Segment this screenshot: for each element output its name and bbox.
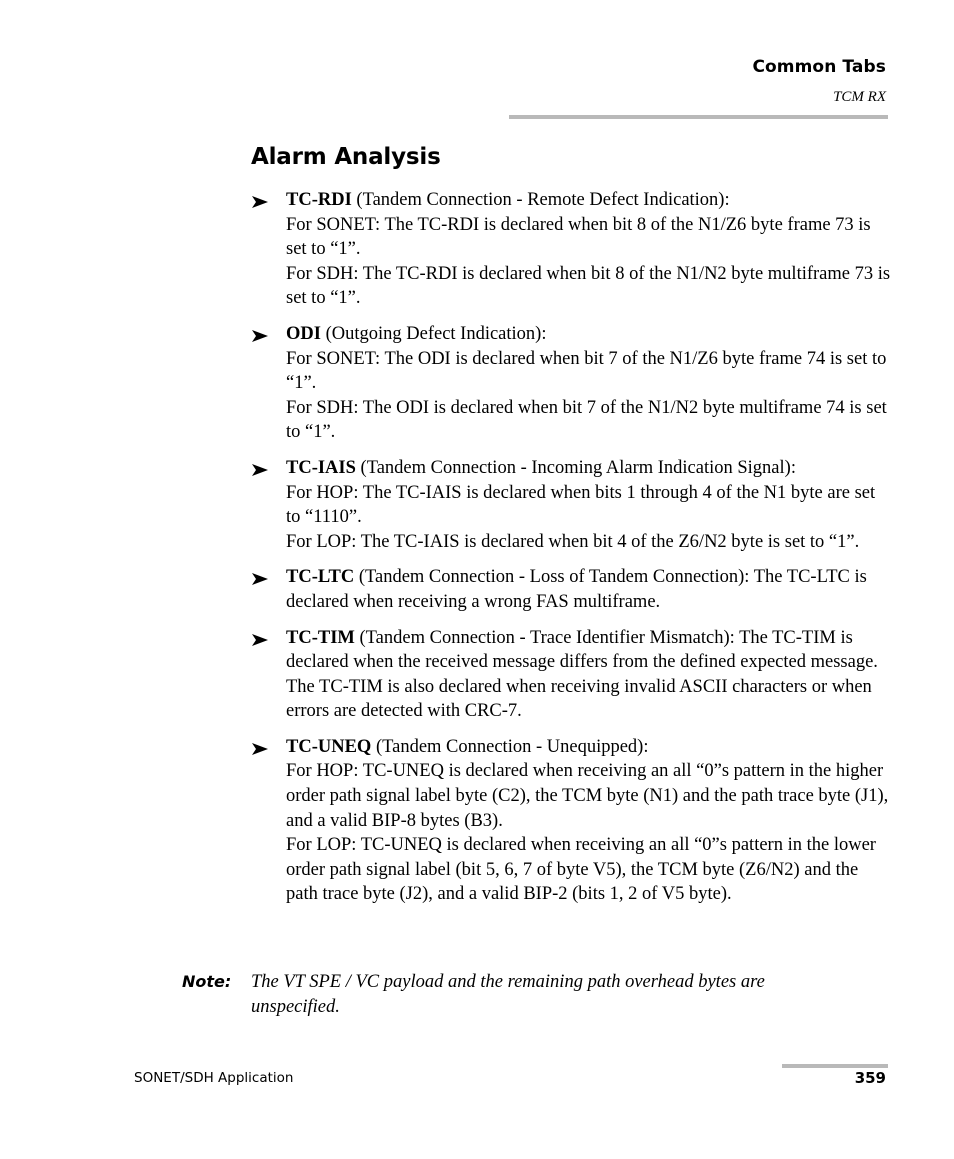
alarm-list — [251, 188, 891, 918]
item-term: ODI — [286, 323, 321, 344]
item-heading — [286, 456, 891, 481]
list-item-tc-rdi — [251, 188, 891, 311]
header-rule — [509, 115, 888, 119]
footer-document-title: SONET/SDH Application — [134, 1070, 294, 1086]
list-item-odi — [251, 322, 891, 445]
item-line: For LOP: The TC-IAIS is declared when bit 4 of the Z6/N2 byte is set to “1”. — [286, 531, 860, 552]
list-item-tc-iais — [251, 456, 891, 554]
item-intro: (Tandem Connection - Incoming Alarm Indication Signal): — [355, 457, 796, 478]
item-heading — [286, 735, 891, 760]
item-intro: (Tandem Connection - Unequipped): — [371, 736, 649, 757]
item-term: TC-TIM — [286, 627, 355, 648]
item-heading — [286, 565, 891, 614]
arrow-bullet-icon — [251, 463, 269, 477]
item-heading — [286, 626, 891, 724]
item-line: For HOP: TC-UNEQ is declared when receiving an all “0”s pattern in the higher order path signal label byte (C2), the TCM byte (N1) and the path trace byte (J1), and a valid BIP-8 bytes (B3). — [286, 761, 889, 831]
list-item-tc-uneq — [251, 735, 891, 907]
note-label: Note: — [182, 972, 232, 991]
section-title: Alarm Analysis — [251, 144, 441, 170]
arrow-bullet-icon — [251, 633, 269, 647]
item-line: For SDH: The TC-RDI is declared when bit 8 of the N1/N2 byte multiframe 73 is set to “1”. — [286, 263, 891, 309]
item-line: For SONET: The ODI is declared when bit 7 of the N1/Z6 byte frame 74 is set to “1”. — [286, 348, 887, 394]
item-term: TC-RDI — [286, 190, 352, 210]
note-text: The VT SPE / VC payload and the remaining path overhead bytes are unspecified. — [251, 972, 765, 1017]
item-line: For SONET: The TC-RDI is declared when bit 8 of the N1/Z6 byte frame 73 is set to “1”. — [286, 214, 871, 260]
item-term: TC-LTC — [286, 567, 355, 588]
arrow-bullet-icon — [251, 329, 269, 343]
item-heading — [286, 322, 891, 347]
list-item-tc-tim — [251, 626, 891, 724]
arrow-bullet-icon — [251, 572, 269, 586]
item-term: TC-UNEQ — [286, 736, 372, 757]
header-subtitle: TCM RX — [833, 89, 886, 105]
header-title: Common Tabs — [752, 57, 886, 77]
item-line: For LOP: TC-UNEQ is declared when receiving an all “0”s pattern in the lower order path signal label (bit 5, 6, 7 of byte V5), the TCM byte (Z6/N2) and the path trace byte (J2), and a valid BIP-2 (bits 1, 2 of V5 byte). — [286, 835, 876, 905]
item-intro: (Tandem Connection - Loss of Tandem Connection): The TC-LTC is declared when receiving a wrong FAS multiframe. — [286, 567, 867, 612]
item-line: For HOP: The TC-IAIS is declared when bits 1 through 4 of the N1 byte are set to “1110”. — [286, 482, 876, 528]
item-term: TC-IAIS — [286, 457, 356, 478]
item-intro: (Tandem Connection - Remote Defect Indication): — [351, 190, 730, 210]
arrow-bullet-icon — [251, 195, 269, 209]
item-line: For SDH: The ODI is declared when bit 7 of the N1/N2 byte multiframe 74 is set to “1”. — [286, 397, 887, 443]
page-number: 359 — [854, 1069, 886, 1087]
list-item-tc-ltc — [251, 565, 891, 614]
item-intro: (Tandem Connection - Trace Identifier Mismatch): The TC-TIM is declared when the received message differs from the defined expected message. The TC-TIM is also declared when receiving invalid ASCII characters or when errors are detected with CRC-7. — [286, 627, 878, 722]
footer-rule — [782, 1064, 888, 1068]
arrow-bullet-icon — [251, 742, 269, 756]
item-intro: (Outgoing Defect Indication): — [320, 323, 547, 344]
item-heading — [286, 188, 891, 213]
